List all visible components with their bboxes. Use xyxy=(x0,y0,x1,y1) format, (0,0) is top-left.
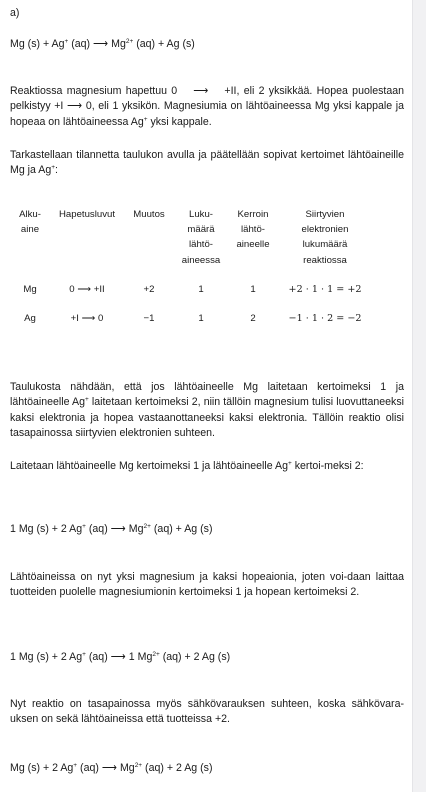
section-label: a) xyxy=(10,7,20,19)
arrow-icon: ⟶ xyxy=(77,284,92,295)
arrow-icon: ⟶ xyxy=(81,313,96,324)
reaction-arrow-icon: ⟶ xyxy=(110,651,126,663)
paragraph-products: Lähtöaineissa on nyt yksi magnesium ja kaksi hopeaionia, joten voi-daan laittaa tuotteiden puolelle magnesiumionin kertoimeksi 1 ja hopean kertoimeksi 2. xyxy=(10,571,404,599)
header-element: Alku- aine xyxy=(19,209,41,236)
header-change: Muutos xyxy=(133,209,165,220)
header-transferred-electrons: Siirtyvien elektronien lukumäärä reaktiossa xyxy=(301,209,349,266)
table-cell-coefficient: 1 xyxy=(250,284,256,295)
equation-2: 1 Mg (s) + 2 Ag+ (aq) ⟶ $Mg^{2+}$ (aq) + Ag (s) xyxy=(10,523,213,535)
paragraph-charge-balance: Nyt reaktio on tasapainossa myös sähkövarauksen suhteen, koska sähkövara-uksen on sekä lähtöaineissa että tuotteissa +2. xyxy=(10,698,404,726)
table-cell-count: 1 xyxy=(198,313,204,324)
header-coefficient: Kerroin lähtö- aineelle xyxy=(236,209,270,251)
header-count: Luku- määrä lähtö- aineessa xyxy=(181,209,221,266)
scrollbar[interactable] xyxy=(412,0,426,792)
table-cell-oxidation: +I ⟶ 0 xyxy=(70,313,104,324)
equation-1: Mg (s) + Ag+ (aq) ⟶ $Mg^{2+}$ (aq) + Ag (s) xyxy=(10,38,195,50)
table-cell-transfer: −1 · 1 · 2 = −2 xyxy=(288,313,362,324)
table-cell-element: Mg xyxy=(23,284,37,295)
arrow-icon: ⟶ xyxy=(67,100,83,113)
paragraph-table-intro: Tarkastellaan tilannetta taulukon avulla ja päätellään sopivat kertoimet lähtöaineille Mg ja Ag+: xyxy=(10,149,404,177)
paragraph-oxidation: Reaktiossa magnesium hapettuu 0 ⟶ +II, eli 2 yksikkää. Hopea puolestaan pelkistyy +I ⟶ 0, eli 1 yksikön. Magnesiumia on lähtöaineessa Mg yksi kappale ja hopeaa on lähtöaineessa Ag+ yksi kappale. xyxy=(10,85,405,128)
paragraph-table-conclusion: Taulukosta nähdään, että jos lähtöaineelle Mg laitetaan kertoimeksi 1 ja lähtöaineelle Ag+ laitetaan kertoimeksi 2, niin tällöin magnesium tulisi luovuttaneeksi kaksi elektronia ja hopea vastaanottaneeksi kaksi elektronia. Tällöin reaktio olisi tasapainossa siirtyvien elektronien suhteen. xyxy=(10,381,404,440)
table-cell-count: 1 xyxy=(198,284,204,295)
reaction-arrow-icon: ⟶ xyxy=(110,523,126,535)
equation-3: 1 Mg (s) + 2 Ag+ (aq) ⟶ 1 $Mg^{2+}$ (aq) + 2 Ag (s) xyxy=(10,651,231,663)
table-cell-change: −1 xyxy=(143,313,155,324)
reaction-arrow-icon: ⟶ xyxy=(101,762,118,774)
header-oxidation-numbers: Hapetusluvut xyxy=(59,209,115,220)
table-cell-oxidation: 0 ⟶ +II xyxy=(69,284,105,295)
table-cell-transfer: +2 · 1 · 1 = +2 xyxy=(288,284,362,295)
table-cell-element: Ag xyxy=(24,313,36,324)
paragraph-coefficients: Laitetaan lähtöaineelle Mg kertoimeksi 1 ja lähtöaineelle Ag+ kertoi-meksi 2: xyxy=(10,460,364,472)
table-cell-change: +2 xyxy=(143,284,155,295)
arrow-icon: ⟶ xyxy=(193,85,209,97)
equation-final: Mg (s) + 2 Ag+ (aq) ⟶ $Mg^{2+}$ (aq) + 2 Ag (s) xyxy=(10,762,213,774)
table-cell-coefficient: 2 xyxy=(250,313,256,324)
reaction-arrow-icon: ⟶ xyxy=(93,38,109,50)
